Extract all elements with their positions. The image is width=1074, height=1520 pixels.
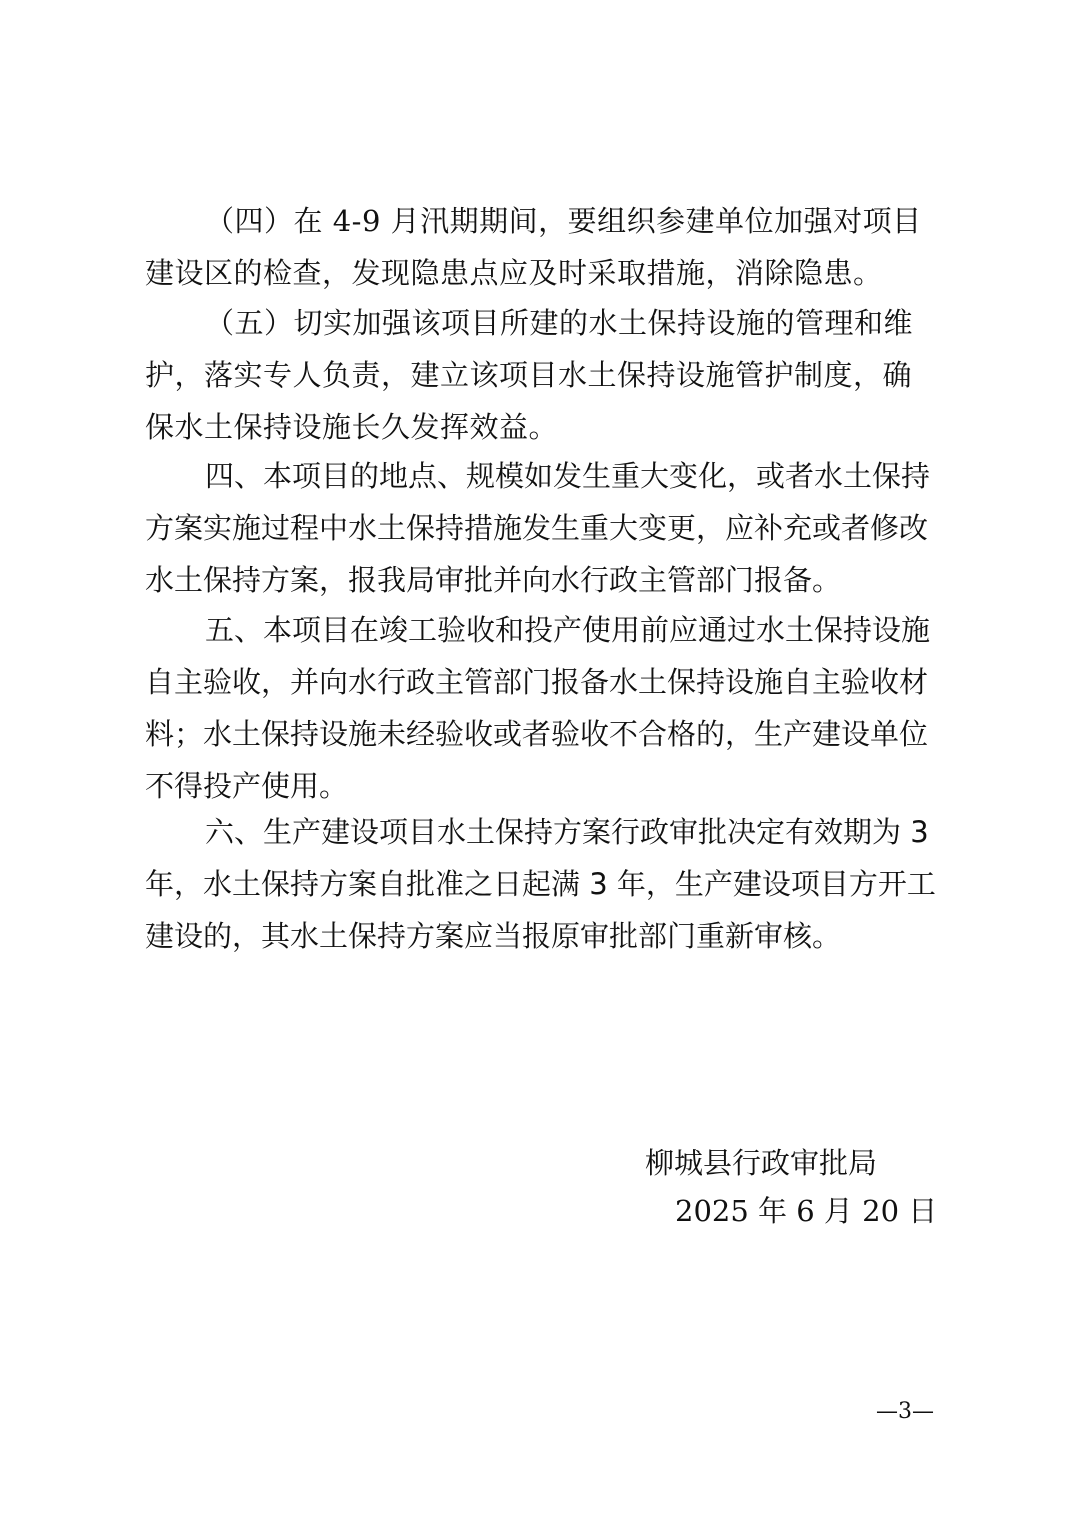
signature-issuer: 柳城县行政审批局 [645, 1146, 878, 1180]
paragraph-section-5: 五、本项目在竣工验收和投产使用前应通过水土保持设施自主验收，并向水行政主管部门报备水土保持设施自主验收材料；水土保持设施未经验收或者验收不合格的，生产建设单位不得投产使用。 [145, 613, 931, 803]
paragraph-item-5: （五）切实加强该项目所建的水土保持设施的管理和维护，落实专人负责，建立该项目水土保持设施管护制度，确保水土保持设施长久发挥效益。 [145, 306, 914, 444]
page-number: —3— [876, 1399, 934, 1424]
paragraph-item-4: （四）在 4-9 月汛期期间，要组织参建单位加强对项目建设区的检查，发现隐患点应及时采取措施，消除隐患。 [145, 204, 922, 290]
paragraph-section-6: 六、生产建设项目水土保持方案行政审批决定有效期为 3 年，水土保持方案自批准之日起满 3 年，生产建设项目方开工建设的，其水土保持方案应当报原审批部门重新审核。 [145, 815, 936, 953]
paragraph-section-4: 四、本项目的地点、规模如发生重大变化，或者水土保持方案实施过程中水土保持措施发生重大变更，应补充或者修改水土保持方案，报我局审批并向水行政主管部门报备。 [145, 459, 931, 597]
signature-date: 2025 年 6 月 20 日 [675, 1194, 938, 1228]
